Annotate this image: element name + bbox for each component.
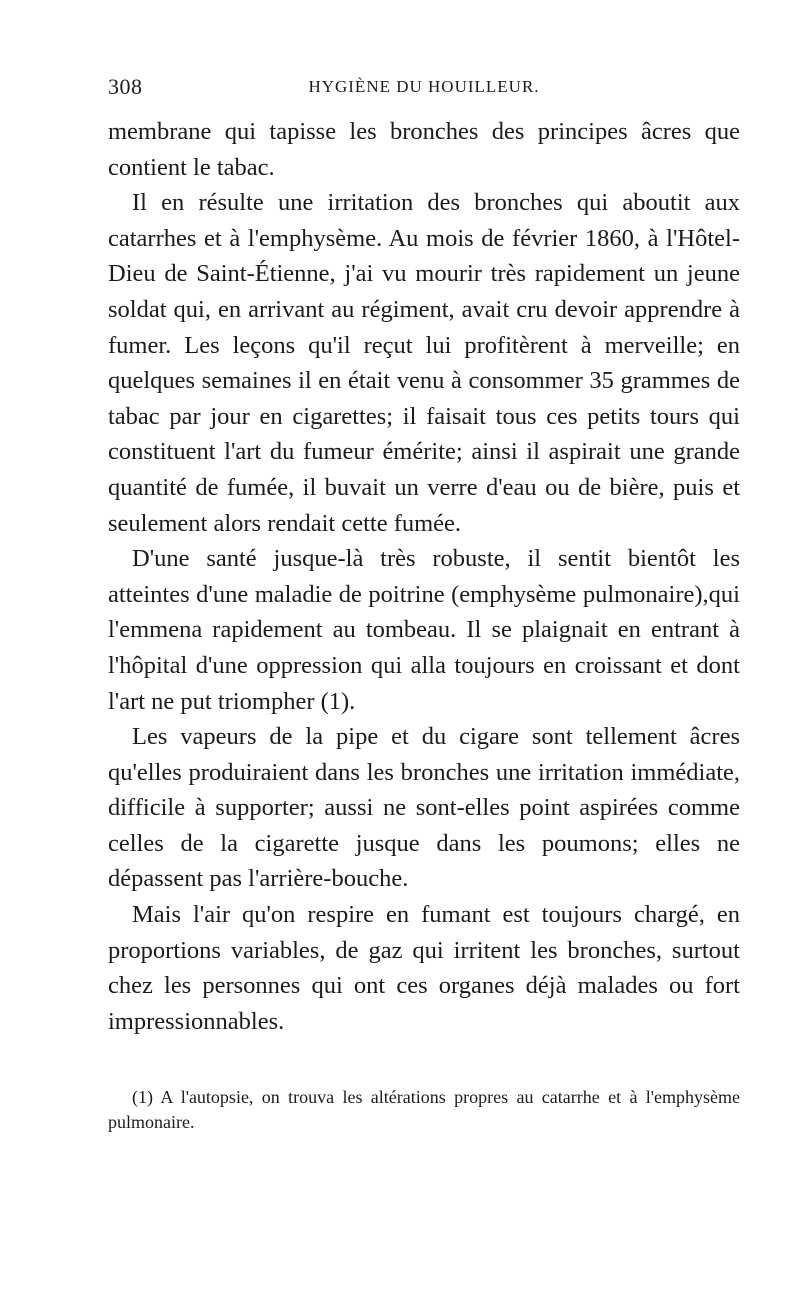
running-head (108, 74, 740, 114)
paragraph: Mais l'air qu'on respire en fumant est toujours chargé, en proportions variables, de gaz qui irritent les bronches, surtout chez les personnes qui ont ces organes déjà malades ou fort impressionnables. (108, 901, 740, 1035)
running-title: HYGIÈNE DU HOUILLEUR. (308, 77, 540, 96)
footnote: (1) A l'autopsie, on trouva les altérations propres au catarrhe et à l'emphysème pulmonaire. (108, 1087, 740, 1133)
paragraph: Il en résulte une irritation des bronches qui aboutit aux catarrhes et à l'emphysème. Au mois de février 1860, à l'Hôtel-Dieu de Saint-Étienne, j'ai vu mourir très rapidement un jeune soldat qui, en arrivant au régiment, avait cru devoir apprendre à fumer. Les leçons qu'il reçut lui profitèrent à merveille; en quelques semaines il en était venu à consommer 35 grammes de tabac par jour en cigarettes; il faisait tous ces petits tours qui constituent l'art du fumeur émérite; ainsi il aspirait une grande quantité de fumée, il buvait un verre d'eau ou de bière, puis et seulement alors rendait cette fumée. (108, 189, 740, 537)
page-number: 308 (108, 74, 143, 99)
paragraph: Les vapeurs de la pipe et du cigare sont tellement âcres qu'elles produiraient dans les bronches une irritation immédiate, difficile à supporter; aussi ne sont-elles point aspirées comme celles de la cigarette jusque dans les poumons; elles ne dépassent pas l'arrière-bouche. (108, 723, 740, 893)
paragraph-continuation: membrane qui tapisse les bronches des principes âcres que contient le tabac. (108, 118, 740, 181)
paragraph: D'une santé jusque-là très robuste, il sentit bientôt les atteintes d'une maladie de poitrine (emphysème pulmonaire),qui l'emmena rapidement au tombeau. Il se plaignait en entrant à l'hôpital d'une oppression qui alla toujours en croissant et dont l'art ne put triompher (1). (108, 545, 740, 715)
book-page (108, 74, 740, 1153)
body-text (108, 114, 740, 1039)
